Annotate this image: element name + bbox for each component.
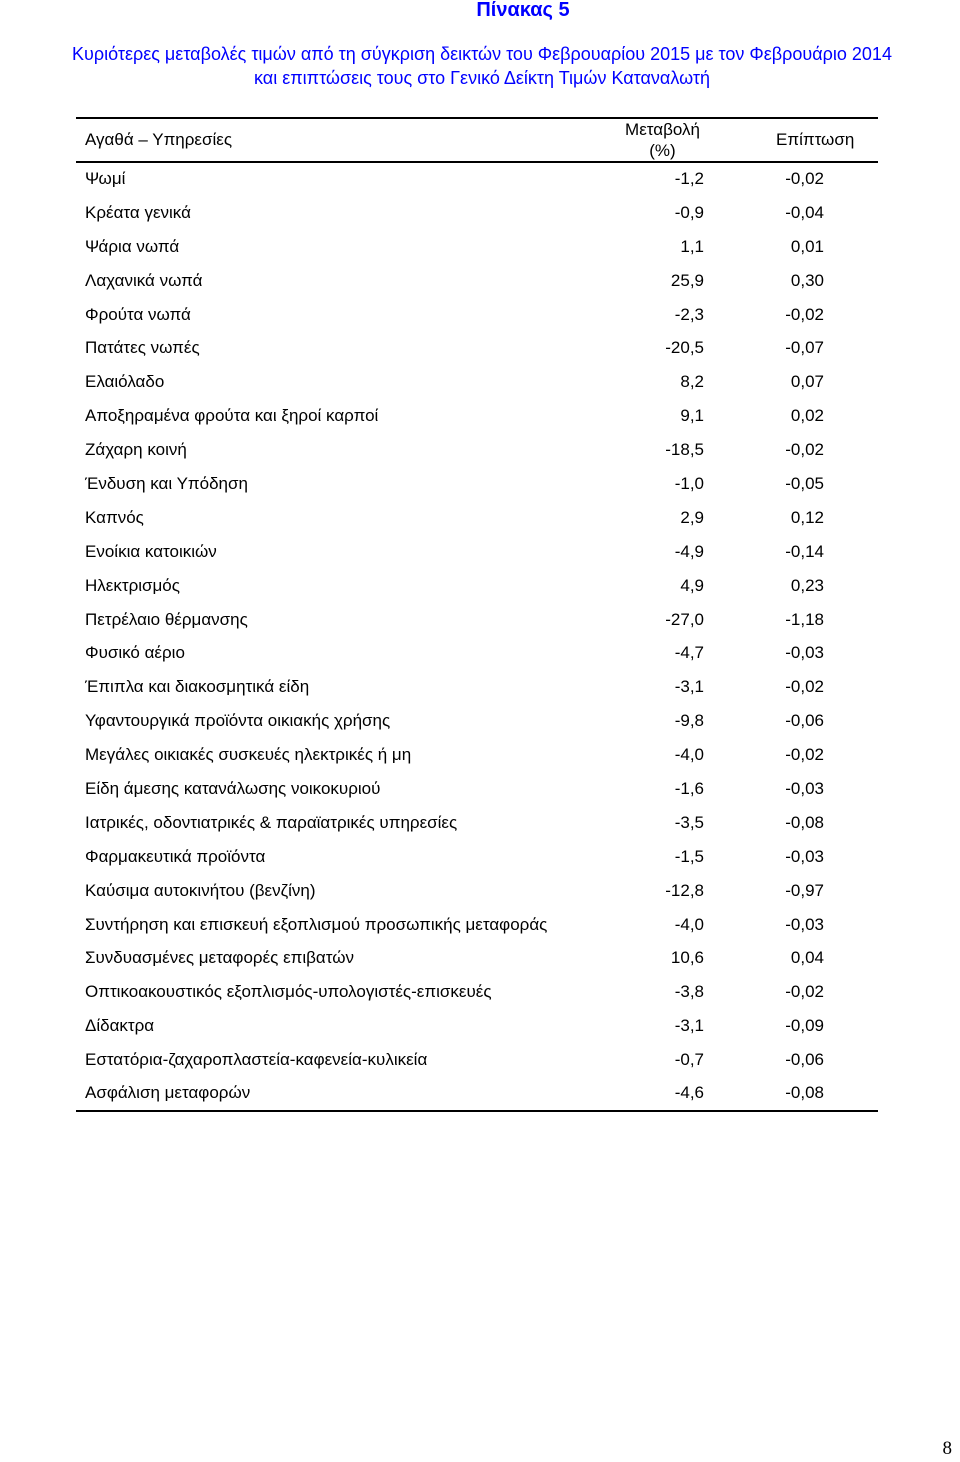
row-impact-value: -1,18 (785, 609, 824, 629)
table-row (76, 162, 878, 196)
row-change-value: -1,0 (674, 473, 704, 493)
row-impact-value: -0,03 (785, 914, 824, 934)
row-change-value: -20,5 (665, 338, 704, 358)
table-row (76, 230, 878, 264)
row-item-name: Οπτικοακουστικός εξοπλισμός-υπολογιστές-επισκευές (85, 982, 492, 1002)
row-item-name: Είδη άμεσης κατανάλωσης νοικοκυριού (85, 778, 381, 798)
row-impact-value: -0,08 (785, 1083, 824, 1103)
subtitle-line-2: και επιπτώσεις τους στο Γενικό Δείκτη Τιμών Καταναλωτή (254, 68, 710, 88)
row-item-name: Πετρέλαιο θέρμανσης (85, 609, 248, 629)
row-impact-value: -0,06 (785, 1050, 824, 1070)
row-impact-value: 0,30 (790, 270, 824, 290)
header-goods-services: Αγαθά – Υπηρεσίες (85, 130, 233, 149)
row-change-value: -3,1 (674, 1016, 704, 1036)
table-row (76, 908, 878, 942)
table-row (76, 772, 878, 806)
table-row (76, 670, 878, 704)
row-change-value: 1,1 (680, 236, 704, 256)
header-impact: Επίπτωση (776, 130, 855, 149)
row-change-value: -9,8 (674, 711, 704, 731)
table-row (76, 433, 878, 467)
row-item-name: Αποξηραμένα φρούτα και ξηροί καρποί (85, 406, 379, 426)
row-impact-value: -0,02 (785, 745, 824, 765)
row-item-name: Φρούτα νωπά (85, 304, 191, 324)
table-row (76, 331, 878, 365)
header-change-label: Μεταβολή (625, 120, 700, 139)
subtitle-line-1: Κυριότερες μεταβολές τιμών από τη σύγκριση δεικτών του Φεβρουαρίου 2015 με τον Φεβρουάριο 2014 (72, 44, 892, 64)
row-item-name: Υφαντουργικά προϊόντα οικιακής χρήσης (85, 711, 391, 731)
row-item-name: Κρέατα γενικά (85, 202, 191, 222)
row-item-name: Φυσικό αέριο (85, 643, 185, 663)
table-row (76, 636, 878, 670)
table-row (76, 196, 878, 230)
table-row (76, 738, 878, 772)
row-impact-value: -0,04 (785, 202, 824, 222)
row-item-name: Πατάτες νωπές (85, 338, 200, 358)
row-change-value: -4,9 (674, 541, 704, 561)
table-row (76, 603, 878, 637)
table-row (76, 1043, 878, 1077)
row-item-name: Έπιπλα και διακοσμητικά είδη (85, 677, 310, 697)
table-row (76, 704, 878, 738)
row-impact-value: 0,01 (790, 236, 824, 256)
row-impact-value: -0,08 (785, 812, 824, 832)
row-impact-value: -0,02 (785, 982, 824, 1002)
row-item-name: Ψάρια νωπά (85, 236, 180, 256)
row-item-name: Μεγάλες οικιακές συσκευές ηλεκτρικές ή μη (85, 745, 412, 765)
table-row (76, 399, 878, 433)
row-item-name: Φαρμακευτικά προϊόντα (85, 846, 266, 866)
row-impact-value: 0,07 (790, 372, 824, 392)
row-impact-value: -0,03 (785, 778, 824, 798)
row-change-value: -0,9 (674, 202, 704, 222)
table-row (76, 501, 878, 535)
row-impact-value: 0,04 (790, 948, 824, 968)
row-item-name: Δίδακτρα (85, 1016, 155, 1036)
row-item-name: Συνδυασμένες μεταφορές επιβατών (85, 948, 355, 968)
row-impact-value: -0,06 (785, 711, 824, 731)
table-row (76, 365, 878, 399)
page-number: 8 (942, 1438, 952, 1459)
row-impact-value: 0,12 (790, 507, 824, 527)
row-change-value: 25,9 (670, 270, 704, 290)
table-row (76, 806, 878, 840)
row-change-value: -3,1 (674, 677, 704, 697)
row-impact-value: -0,02 (785, 677, 824, 697)
row-item-name: Καπνός (85, 507, 144, 527)
row-change-value: 2,9 (680, 507, 704, 527)
table-row (76, 975, 878, 1009)
table-row (76, 467, 878, 501)
row-change-value: -4,7 (674, 643, 704, 663)
row-item-name: Συντήρηση και επισκευή εξοπλισμού προσωπικής μεταφοράς (85, 914, 548, 934)
row-impact-value: -0,02 (785, 304, 824, 324)
row-impact-value: -0,02 (785, 440, 824, 460)
row-change-value: 10,6 (670, 948, 704, 968)
row-impact-value: -0,03 (785, 846, 824, 866)
row-impact-value: 0,23 (790, 575, 824, 595)
row-change-value: -3,5 (674, 812, 704, 832)
row-change-value: -27,0 (665, 609, 704, 629)
table-row (76, 840, 878, 874)
table-row (76, 535, 878, 569)
row-change-value: -1,5 (674, 846, 704, 866)
row-item-name: Ασφάλιση μεταφορών (85, 1083, 251, 1103)
table-body (76, 162, 878, 1111)
row-change-value: -18,5 (665, 440, 704, 460)
header-change-percent (621, 118, 704, 162)
table-row (76, 1077, 878, 1111)
row-impact-value: -0,07 (785, 338, 824, 358)
row-item-name: Ζάχαρη κοινή (85, 440, 187, 460)
row-change-value: -1,6 (674, 778, 704, 798)
row-change-value: 4,9 (680, 575, 704, 595)
row-item-name: Ένδυση και Υπόδηση (85, 473, 248, 493)
row-impact-value: -0,14 (785, 541, 824, 561)
row-impact-value: -0,02 (785, 169, 824, 189)
row-item-name: Ενοίκια κατοικιών (85, 541, 217, 561)
row-change-value: -1,2 (674, 169, 704, 189)
row-change-value: -0,7 (674, 1050, 704, 1070)
row-change-value: -12,8 (665, 880, 704, 900)
row-impact-value: -0,97 (785, 880, 824, 900)
table-row (76, 298, 878, 332)
row-item-name: Ιατρικές, οδοντιατρικές & παραϊατρικές υπηρεσίες (85, 812, 458, 832)
row-item-name: Ελαιόλαδο (85, 372, 165, 392)
table-header-row (76, 118, 878, 162)
row-change-value: -4,0 (674, 745, 704, 765)
header-change-unit: (%) (649, 141, 676, 160)
row-change-value: 8,2 (680, 372, 704, 392)
table-row (76, 941, 878, 975)
table-row (76, 874, 878, 908)
row-change-value: -3,8 (674, 982, 704, 1002)
row-change-value: -4,6 (674, 1083, 704, 1103)
row-item-name: Ψωμί (85, 169, 126, 189)
table-row (76, 569, 878, 603)
row-change-value: 9,1 (680, 406, 704, 426)
table-title: Πίνακας 5 (476, 0, 570, 21)
row-impact-value: 0,02 (790, 406, 824, 426)
table-row (76, 264, 878, 298)
row-impact-value: -0,09 (785, 1016, 824, 1036)
row-item-name: Εστατόρια-ζαχαροπλαστεία-καφενεία-κυλικεία (85, 1050, 428, 1070)
row-item-name: Καύσιμα αυτοκινήτου (βενζίνη) (85, 880, 316, 900)
table-row (76, 1009, 878, 1043)
row-impact-value: -0,05 (785, 473, 824, 493)
row-item-name: Λαχανικά νωπά (85, 270, 203, 290)
price-changes-table (76, 117, 878, 1112)
row-impact-value: -0,03 (785, 643, 824, 663)
row-change-value: -4,0 (674, 914, 704, 934)
row-change-value: -2,3 (674, 304, 704, 324)
row-item-name: Ηλεκτρισμός (85, 575, 180, 595)
table-subtitle (0, 42, 960, 90)
